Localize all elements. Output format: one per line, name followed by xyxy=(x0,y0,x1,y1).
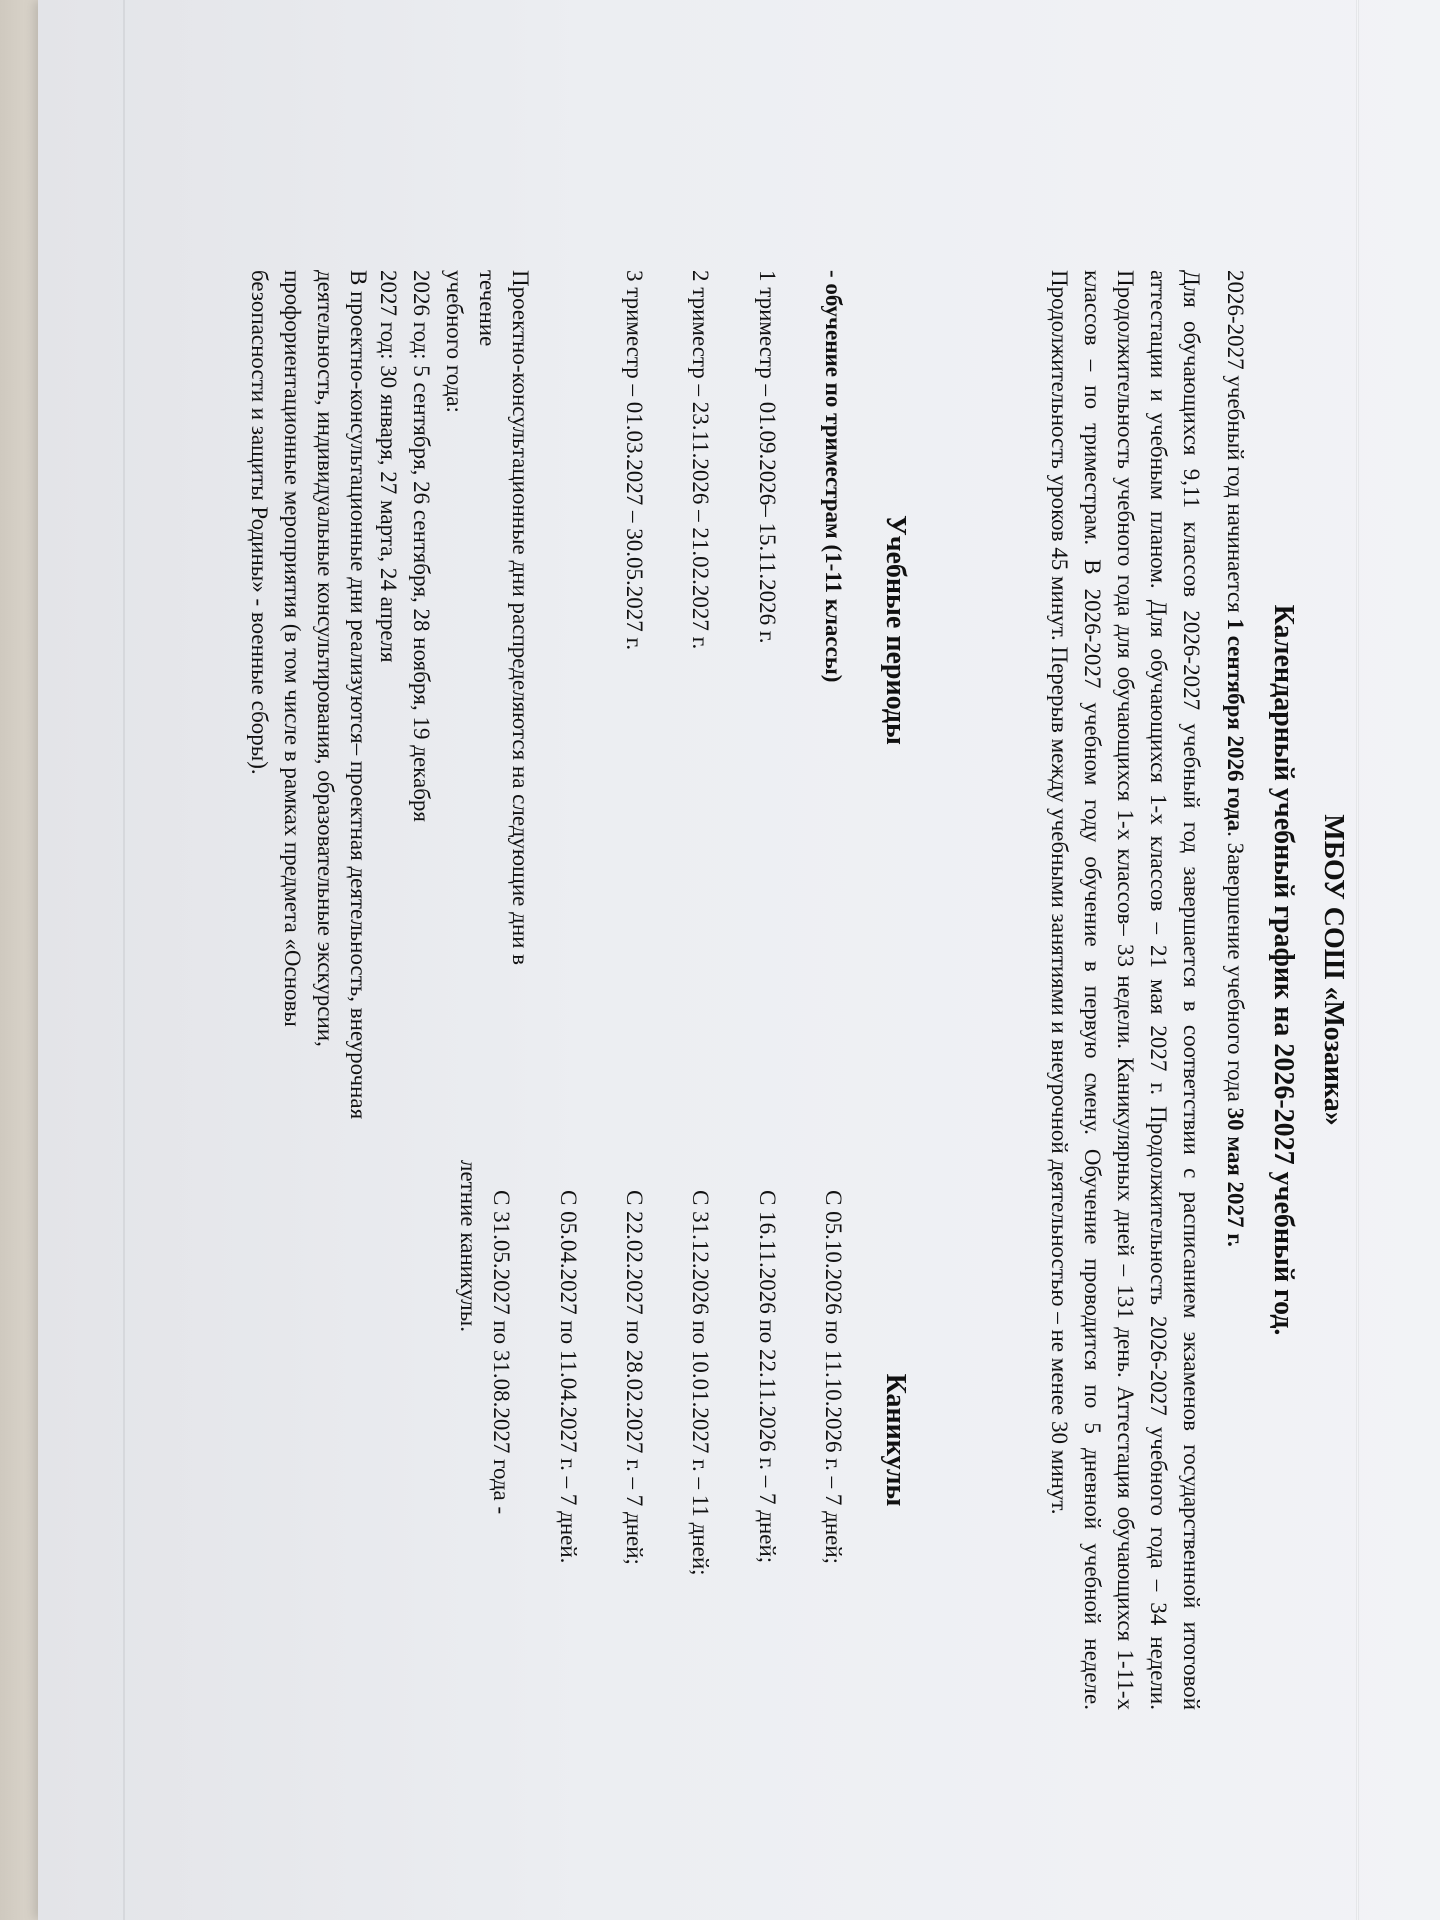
end-date: 30 мая 2027 г. xyxy=(1223,1107,1248,1247)
holiday-item: С 16.11.2026 по 22.11.2026 г. – 7 дней; xyxy=(755,1190,780,1564)
consult-line: учебного года: xyxy=(442,270,467,413)
school-name: МБОУ СОШ «Мозаика» xyxy=(1318,814,1349,1126)
consult-days-block xyxy=(372,270,537,970)
holidays-heading: Каникулы xyxy=(880,1373,911,1507)
periods-heading: Учебные периоды xyxy=(880,515,911,745)
document-content xyxy=(160,70,1360,1870)
periods-subheading: - обучение по триместрам (1-11 классы) xyxy=(821,270,846,683)
description-paragraph: Для обучающихся 9,11 классов 2026-2027 учебный год завершается в соответствии с расписанием экзаменов государственной итоговой аттестации и учебным планом. Для обучающихся 1-х классов – 21 мая 2027 г. Продолжительность 2026-2027 учебного года – 34 недели. Продолжительность учебного года для обучающихся 1-х классов– 33 недели. Каникулярных дней – 131 день. Аттестация обучающихся 1-11-х классов – по триместрам. В 2026-2027 учебном году обучение в первую смену. Обучение проводится по 5 дневной учебной неделе. Продолжительность уроков 45 минут. Перерыв между учебными занятиями и внеурочной деятельностью – не менее 30 минут. xyxy=(1047,270,1204,1710)
consult-dates-2027: 2027 год: 30 января, 27 марта, 24 апреля xyxy=(376,270,401,663)
trimester-item: 2 триместр – 23.11.2026 – 21.02.2027 г. xyxy=(688,270,713,650)
summer-holiday-line: С 31.05.2027 по 31.08.2027 года - xyxy=(489,1190,514,1515)
intro-line xyxy=(1219,270,1252,1710)
trimester-item: 3 триместр – 01.03.2027 – 30.05.2027 г. xyxy=(622,270,647,651)
consult-activities-paragraph: В проектно-консультационные дни реализуются– проектная деятельность, внеурочная деятельность, индивидуальные консультирования, образовательные экскурсии, профориентационные мероприятия (в том числе в рамках предмета «Основы безопасности и защиты Родины» - военные сборы). xyxy=(247,270,371,1120)
holiday-item: С 22.02.2027 по 28.02.2027 г. – 7 дней; xyxy=(622,1190,647,1565)
holiday-item: С 31.12.2026 по 10.01.2027 г. – 11 дней; xyxy=(688,1190,713,1576)
summer-holiday-line-2: летние каникулы. xyxy=(456,1160,481,1332)
document-title: Календарный учебный график на 2026-2027 учебный год. xyxy=(1268,604,1299,1336)
intro-text: 2026-2027 учебный год начинается xyxy=(1223,270,1248,619)
holiday-item: С 05.04.2027 по 11.04.2027 г. – 7 дней. xyxy=(556,1190,581,1564)
consult-line: Проектно-консультационные дни распределяются на следующие дни в течение xyxy=(475,270,533,966)
intro-text-2: . Завершение учебного года xyxy=(1223,831,1248,1108)
consult-dates-2026: 2026 год: 5 сентября, 26 сентября, 28 ноября, 19 декабря xyxy=(409,270,434,822)
holiday-item: С 05.10.2026 по 11.10.2026 г. – 7 дней; xyxy=(821,1190,846,1565)
paper-fold-secondary xyxy=(123,0,125,1920)
trimester-item: 1 триместр – 01.09.2026– 15.11.2026 г. xyxy=(755,270,780,644)
start-date: 1 сентября 2026 года xyxy=(1223,618,1248,832)
